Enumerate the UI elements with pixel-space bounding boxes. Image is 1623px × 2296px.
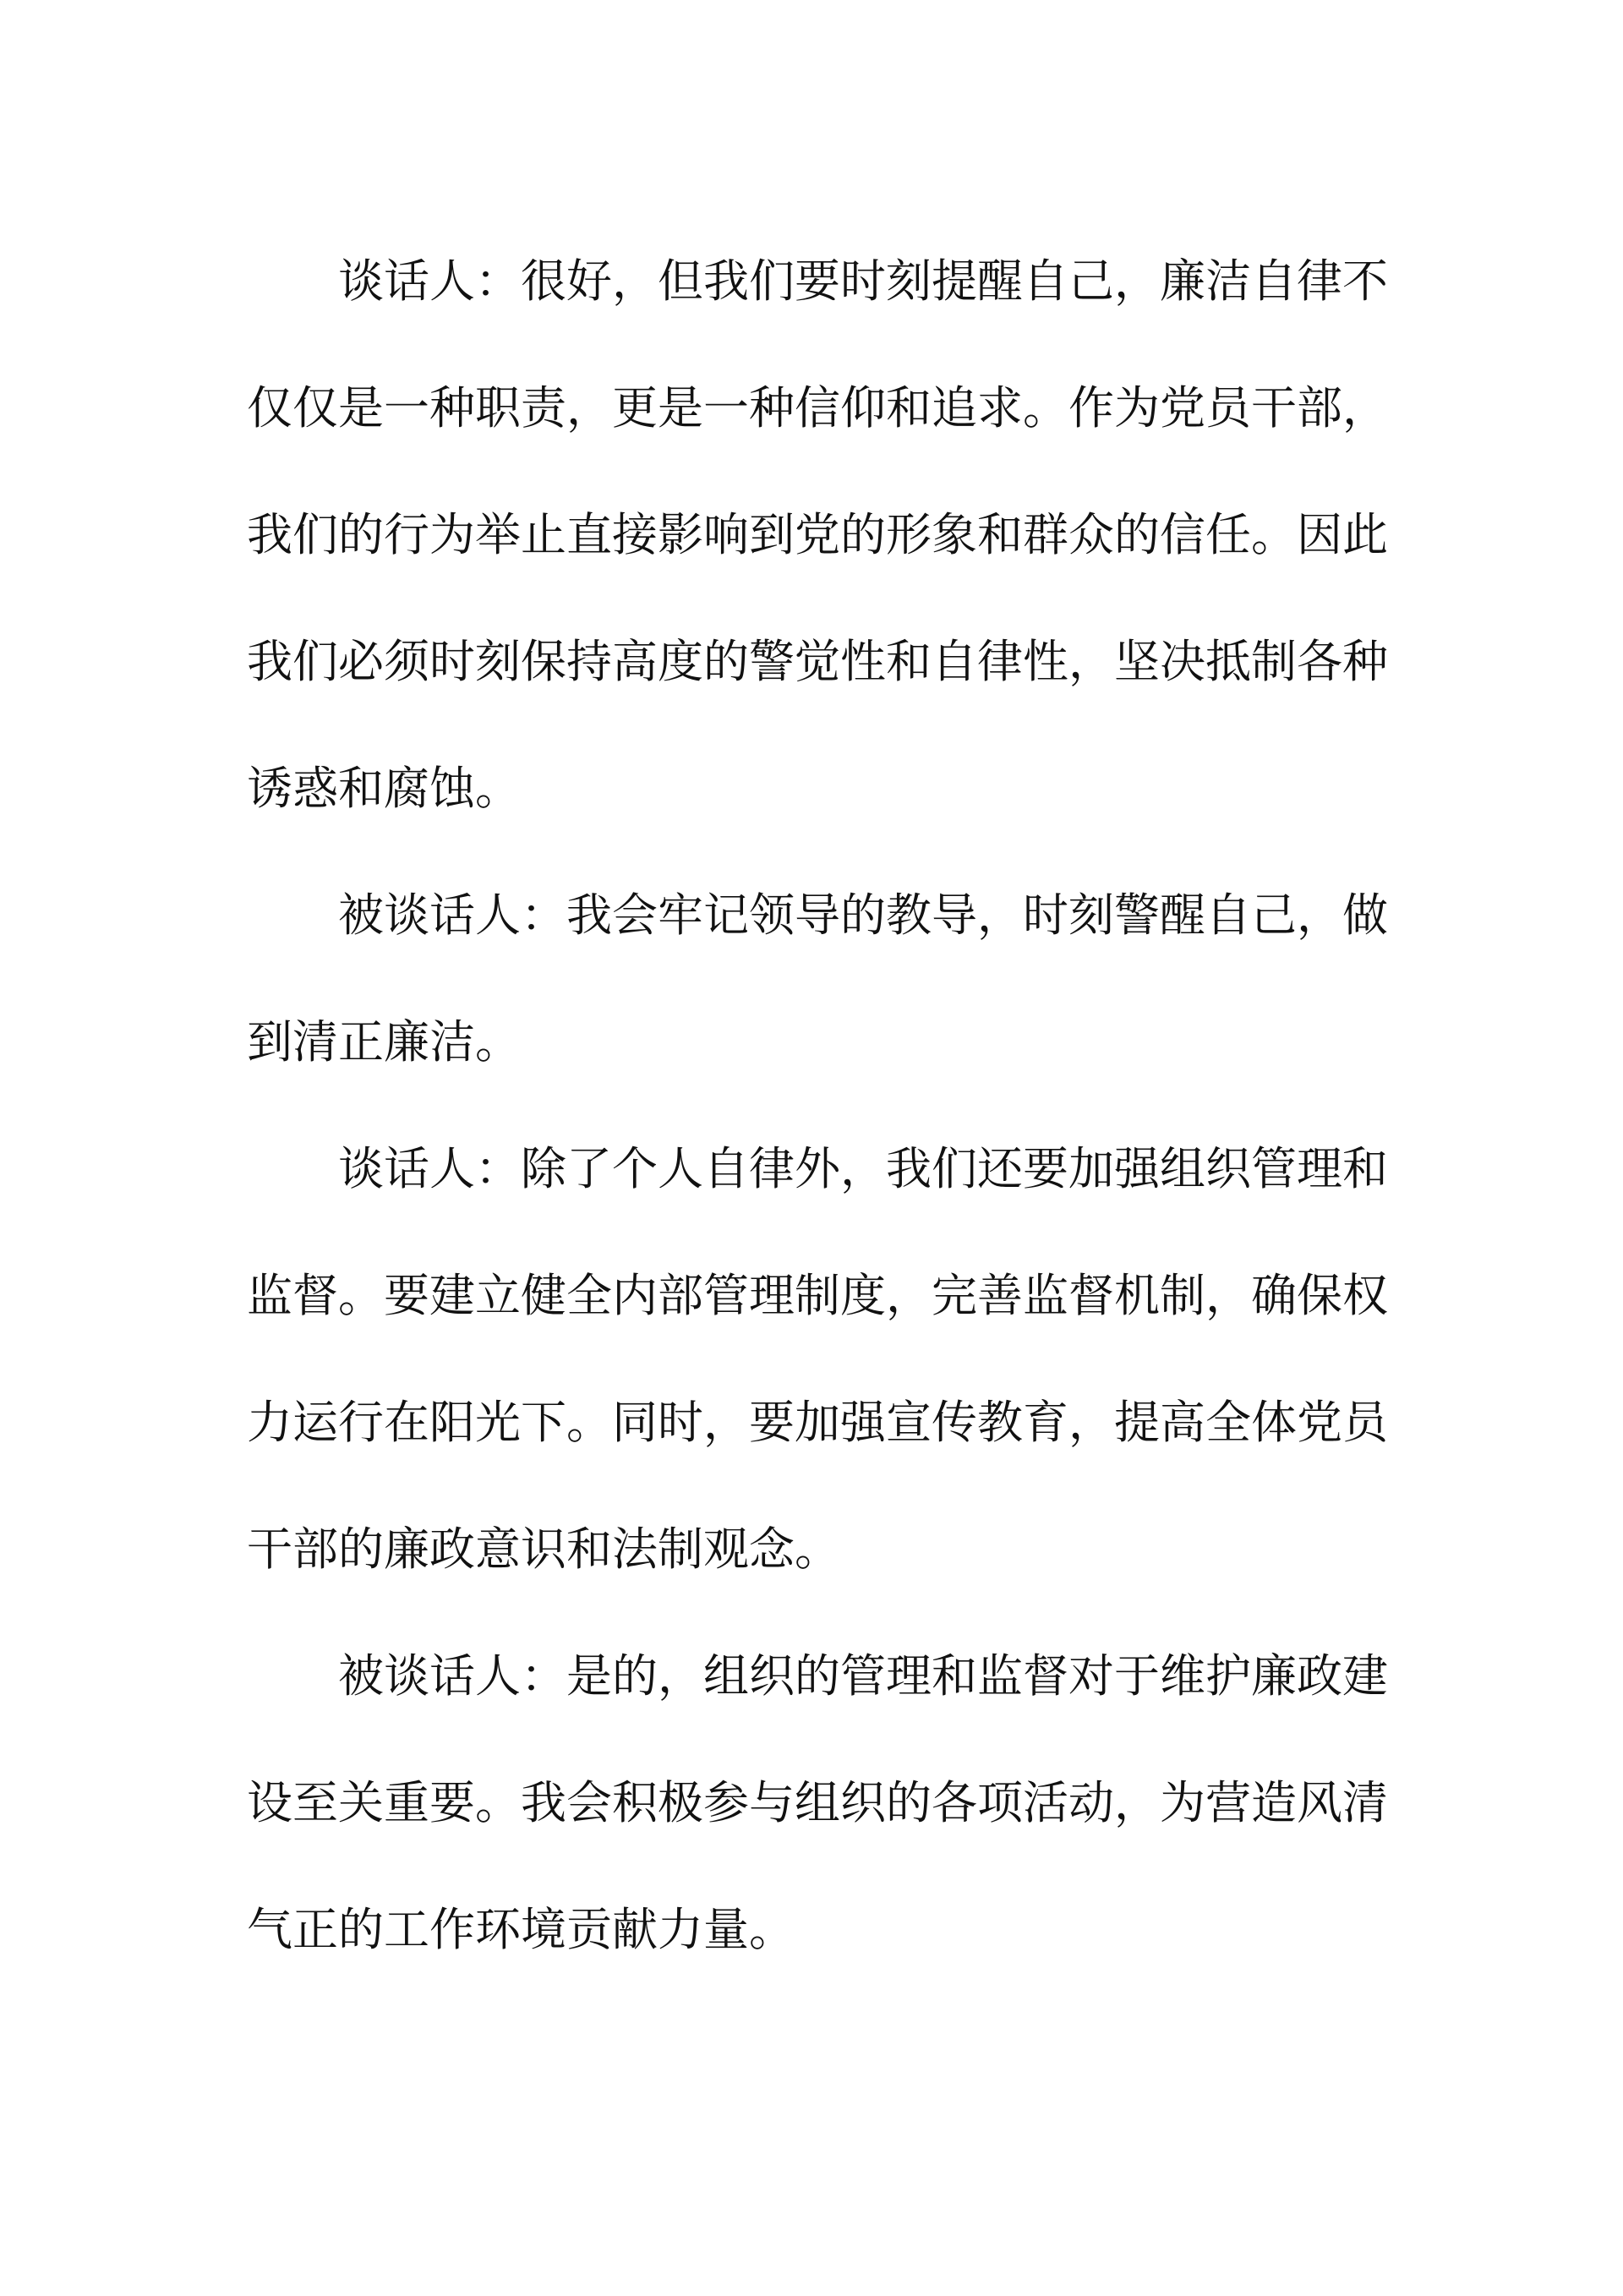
paragraph-speaker-2: 谈话人：除了个人自律外，我们还要加强组织管理和监督。要建立健全内部管理制度，完善监督机制，确保权力运行在阳光下。同时，要加强宣传教育，提高全体党员干部的廉政意识和法制观念。	[247, 1142, 1388, 1576]
paragraph-respondent-2: 被谈话人：是的，组织的管理和监督对于维护廉政建设至关重要。我会积极参与组织的各项活动，为营造风清气正的工作环境贡献力量。	[247, 1649, 1388, 1956]
paragraph-speaker-1: 谈话人：很好，但我们要时刻提醒自己，廉洁自律不仅仅是一种职责，更是一种信仰和追求。作为党员干部，我们的行为举止直接影响到党的形象和群众的信任。因此我们必须时刻保持高度的警觉性和自律性，坚决抵制各种诱惑和腐蚀。	[247, 254, 1388, 815]
paragraph-respondent-1: 被谈话人：我会牢记领导的教导，时刻警醒自己，做到清正廉洁。	[247, 888, 1388, 1069]
document-body	[247, 218, 1388, 1993]
